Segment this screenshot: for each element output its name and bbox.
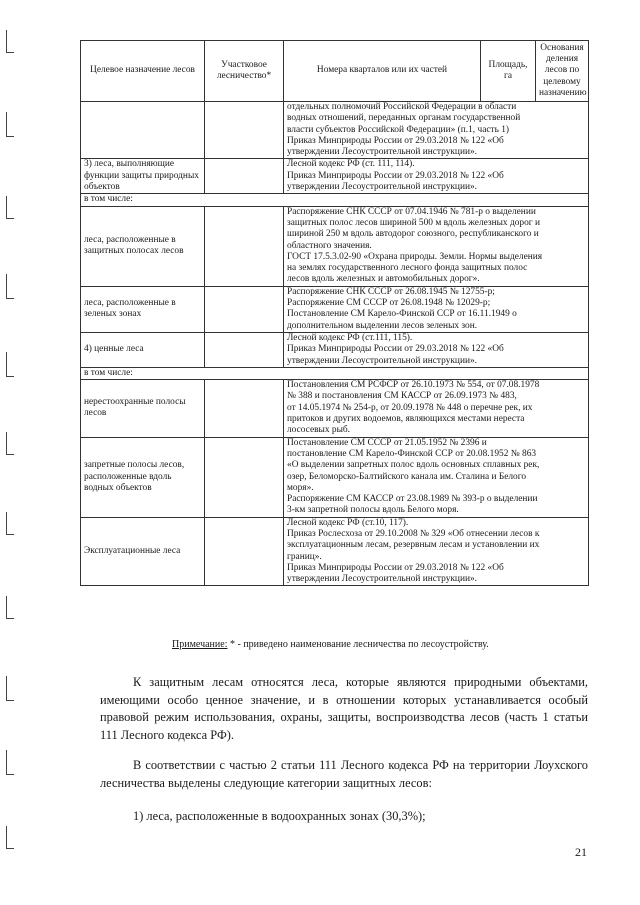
purpose-cell: 3) леса, выполняющие функции защиты природных объектов (81, 159, 205, 194)
document-line: водных отношений, переданных органам государственной (287, 113, 521, 124)
document-line: дополнительном выделении лесов зеленых зон. (287, 320, 478, 331)
paragraph-list-item-1: 1) леса, расположенные в водоохранных зонах (30,3%); (133, 809, 426, 823)
table-row (81, 159, 589, 194)
documents-cell (284, 517, 589, 586)
document-line: шириной 250 м вдоль автодорог союзного, республиканского и (287, 229, 539, 240)
document-line: Лесной кодекс РФ (ст. 111, 114). (287, 159, 415, 170)
document-line: утверждении Лесоустроительной инструкции». (287, 574, 478, 585)
district-cell (205, 380, 284, 437)
document-line: на землях государственного лесного фонда защитных полос (287, 263, 528, 274)
note-text: * - приведено наименование лесничества по лесоустройству. (227, 639, 489, 650)
document-line: Приказ Минприроды России от 29.03.2018 № 122 «Об (287, 562, 504, 573)
district-cell (205, 286, 284, 332)
table-row (81, 437, 589, 517)
document-line: Распоряжение СНК СССР от 26.08.1945 № 12755-р; (287, 286, 495, 297)
header-district: Участковое лесничество* (205, 41, 284, 102)
document-line: Распоряжение СМ СССР от 26.08.1948 № 12029-р; (287, 298, 491, 309)
document-line: Постановления СМ РСФСР от 26.10.1973 № 554, от 07.08.1978 (287, 380, 540, 391)
table-row (81, 517, 589, 586)
document-line: постановление СМ Карело-Финской ССР от 20.08.1952 № 863 (287, 448, 537, 459)
documents-cell (284, 206, 589, 286)
document-line: Постановление СМ СССР от 21.05.1952 № 2396 и (287, 437, 487, 448)
purpose-cell: леса, расположенные в защитных полосах лесов (81, 206, 205, 286)
paragraph-categories: В соответствии с частью 2 статьи 111 Лесного кодекса РФ на территории Лоухского лесничества выделены следующие категории защитных лесов: (100, 758, 588, 790)
purpose-cell: леса, расположенные в зеленых зонах (81, 286, 205, 332)
document-line: ГОСТ 17.5.3.02-90 «Охрана природы. Земли. Нормы выделения (287, 251, 543, 262)
district-cell (205, 437, 284, 517)
table-body (81, 102, 589, 586)
document-line: Приказ Рослесхоза от 29.10.2008 № 329 «Об отнесении лесов к (287, 528, 540, 539)
purpose-cell: 4) ценные леса (81, 332, 205, 367)
table-row (81, 102, 589, 159)
document-line: Приказ Минприроды России от 29.03.2018 № 122 «Об (287, 170, 504, 181)
purpose-cell: Эксплуатационные леса (81, 517, 205, 586)
district-cell (205, 517, 284, 586)
table-row (81, 286, 589, 332)
document-line: № 388 и постановления СМ КАССР от 26.09.1973 № 483, (287, 391, 517, 402)
table-subheader-row (81, 194, 589, 206)
document-line: границ». (287, 551, 322, 562)
subheader-cell: в том числе: (81, 367, 589, 379)
district-cell (205, 206, 284, 286)
document-line: власти субъектов Российской Федерации» (п.1, часть 1) (287, 124, 510, 135)
document-line: областного значения. (287, 240, 372, 251)
document-line: лососевых рыб. (287, 425, 350, 436)
purpose-cell: запретные полосы лесов, расположенные вдоль водных объектов (81, 437, 205, 517)
table-note (172, 639, 489, 651)
forest-purpose-table (80, 40, 589, 586)
document-line: озер, Беломорско-Балтийского канала им. Сталина и Белого (287, 471, 527, 482)
document-line: утверждении Лесоустроительной инструкции». (287, 147, 478, 158)
document-line: защитных полос лесов шириной 500 м вдоль железных дорог и (287, 217, 540, 228)
document-line: от 14.05.1974 № 254-р, от 20.09.1978 № 448 о перечне рек, их (287, 402, 533, 413)
table-row (81, 380, 589, 437)
document-line: утверждении Лесоустроительной инструкции». (287, 182, 478, 193)
document-line: отдельных полномочий Российской Федерации в области (287, 102, 517, 112)
page-number: 21 (575, 845, 587, 859)
paragraph-protective-forests: К защитным лесам относятся леса, которые являются природными объектами, имеющими особо ценное значение, и в отношении которых устанавливается особый правовой режим использования, охраны, защиты, воспроизводства лесов (часть 1 статьи 111 Лесного кодекса РФ). (100, 675, 588, 742)
table-header-row (81, 41, 589, 102)
document-line: Приказ Минприроды России от 29.03.2018 № 122 «Об (287, 344, 504, 355)
header-basis: Основания деления лесов по целевому назначению (536, 41, 589, 102)
header-purpose: Целевое назначение лесов (81, 41, 205, 102)
header-quarters: Номера кварталов или их частей (284, 41, 481, 102)
document-line: притоков и других водоемов, являющихся местами нереста (287, 414, 525, 425)
document-line: Постановление СМ Карело-Финской ССР от 16.11.1949 о (287, 309, 517, 320)
district-cell (205, 332, 284, 367)
document-line: Приказ Минприроды России от 29.03.2018 № 122 «Об (287, 135, 504, 146)
documents-cell (284, 286, 589, 332)
document-line: эксплуатационным лесам, резервным лесам и установлении их (287, 540, 540, 551)
table-row (81, 332, 589, 367)
document-line: Распоряжение СМ КАССР от 23.08.1989 № 393-р о выделении (287, 494, 538, 505)
document-line: Лесной кодекс РФ (ст.111, 115). (287, 332, 413, 343)
district-cell (205, 102, 284, 159)
district-cell (205, 159, 284, 194)
note-label: Примечание: (172, 639, 228, 650)
document-line: моря». (287, 482, 314, 493)
table-subheader-row (81, 367, 589, 379)
document-line: Лесной кодекс РФ (ст.10, 117). (287, 517, 409, 528)
header-area: Площадь, га (481, 41, 536, 102)
document-line: 3-км запретной полосы вдоль Белого моря. (287, 505, 459, 516)
documents-cell (284, 332, 589, 367)
documents-cell (284, 437, 589, 517)
documents-cell (284, 159, 589, 194)
document-line: лесов вдоль железных и автомобильных дорог». (287, 274, 480, 285)
document-line: утверждении Лесоустроительной инструкции». (287, 355, 478, 366)
documents-cell (284, 102, 589, 159)
document-line: «О выделении запретных полос вдоль основных сплавных рек, (287, 460, 540, 471)
purpose-cell (81, 102, 205, 159)
documents-cell (284, 380, 589, 437)
subheader-cell: в том числе: (81, 194, 589, 206)
table-row (81, 206, 589, 286)
purpose-cell: нерестоохранные полосы лесов (81, 380, 205, 437)
document-line: Распоряжение СНК СССР от 07.04.1946 № 781-р о выделении (287, 206, 536, 217)
